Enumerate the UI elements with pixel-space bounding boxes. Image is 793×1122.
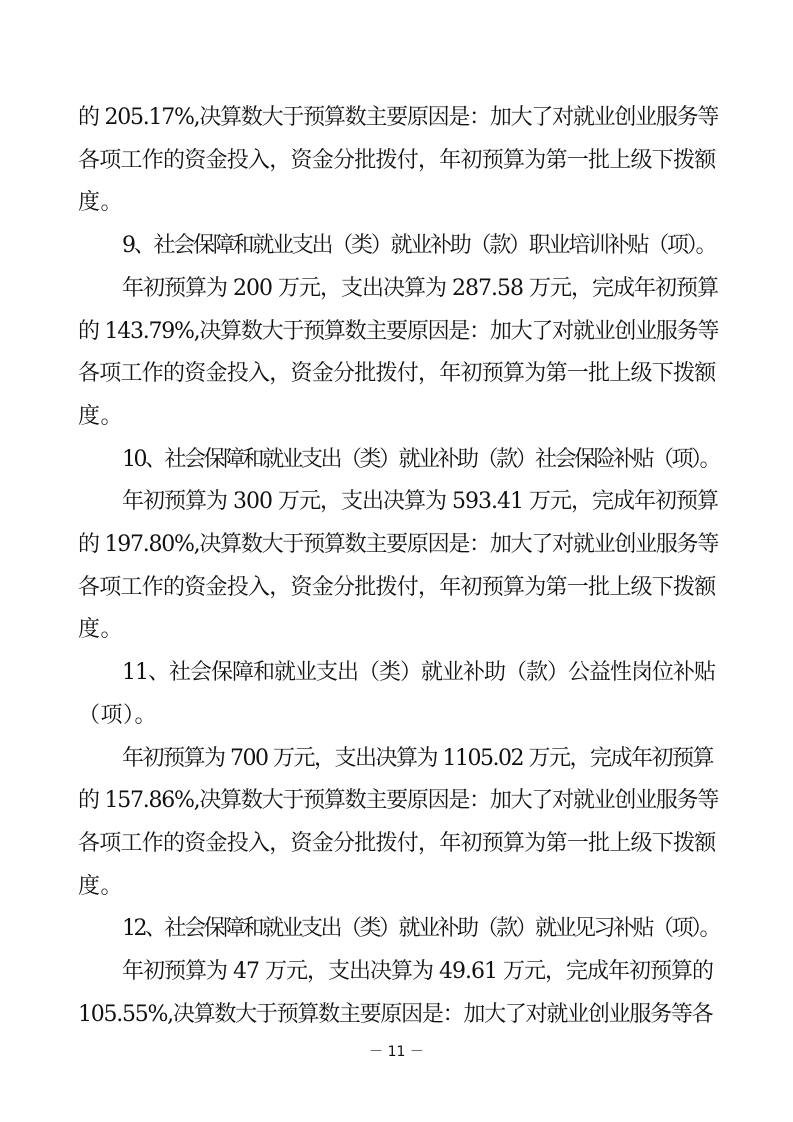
text-line: 各项工作的资金投入，资金分批拨付，年初预算为第一批上级下拨额 — [78, 361, 716, 386]
text-line: 度。 — [78, 190, 124, 215]
text-line: 年初预算为 300 万元，支出决算为 593.41 万元，完成年初预算 — [122, 489, 718, 514]
text-line: 的 197.80%,决算数大于预算数主要原因是：加大了对就业创业服务等 — [78, 532, 719, 557]
text-line: 度。 — [78, 404, 124, 429]
text-line: 度。 — [78, 874, 124, 899]
text-line: 年初预算为 47 万元，支出决算为 49.61 万元，完成年初预算的 — [122, 959, 713, 984]
text-line: 各项工作的资金投入，资金分批拨付，年初预算为第一批上级下拨额 — [78, 575, 716, 600]
text-line: 度。 — [78, 617, 124, 642]
text-line: 各项工作的资金投入，资金分批拨付，年初预算为第一批上级下拨额 — [78, 831, 716, 856]
text-line: 各项工作的资金投入，资金分批拨付，年初预算为第一批上级下拨额 — [78, 148, 716, 173]
text-line: 年初预算为 200 万元，支出决算为 287.58 万元，完成年初预算 — [122, 276, 718, 301]
text-line: 105.55%,决算数大于预算数主要原因是：加大了对就业创业服务等各 — [78, 1002, 713, 1027]
text-line: 的 205.17%,决算数大于预算数主要原因是：加大了对就业创业服务等 — [78, 105, 719, 130]
text-line: 9、社会保障和就业支出（类）就业补助（款）职业培训补贴（项）。 — [122, 233, 716, 258]
text-line: 12、社会保障和就业支出（类）就业补助（款）就业见习补贴（项）。 — [122, 916, 719, 941]
text-line: 11、社会保障和就业支出（类）就业补助（款）公益性岗位补贴 — [122, 660, 715, 685]
text-line: 的 143.79%,决算数大于预算数主要原因是：加大了对就业创业服务等 — [78, 319, 719, 344]
text-line: 年初预算为 700 万元，支出决算为 1105.02 万元，完成年初预算 — [122, 746, 713, 771]
text-line: （项）。 — [78, 703, 158, 728]
page-number: － 11 － — [369, 1044, 424, 1060]
text-line: 10、社会保障和就业支出（类）就业补助（款）社会保险补贴（项）。 — [122, 447, 719, 472]
text-line: 的 157.86%,决算数大于预算数主要原因是：加大了对就业创业服务等 — [78, 788, 719, 813]
